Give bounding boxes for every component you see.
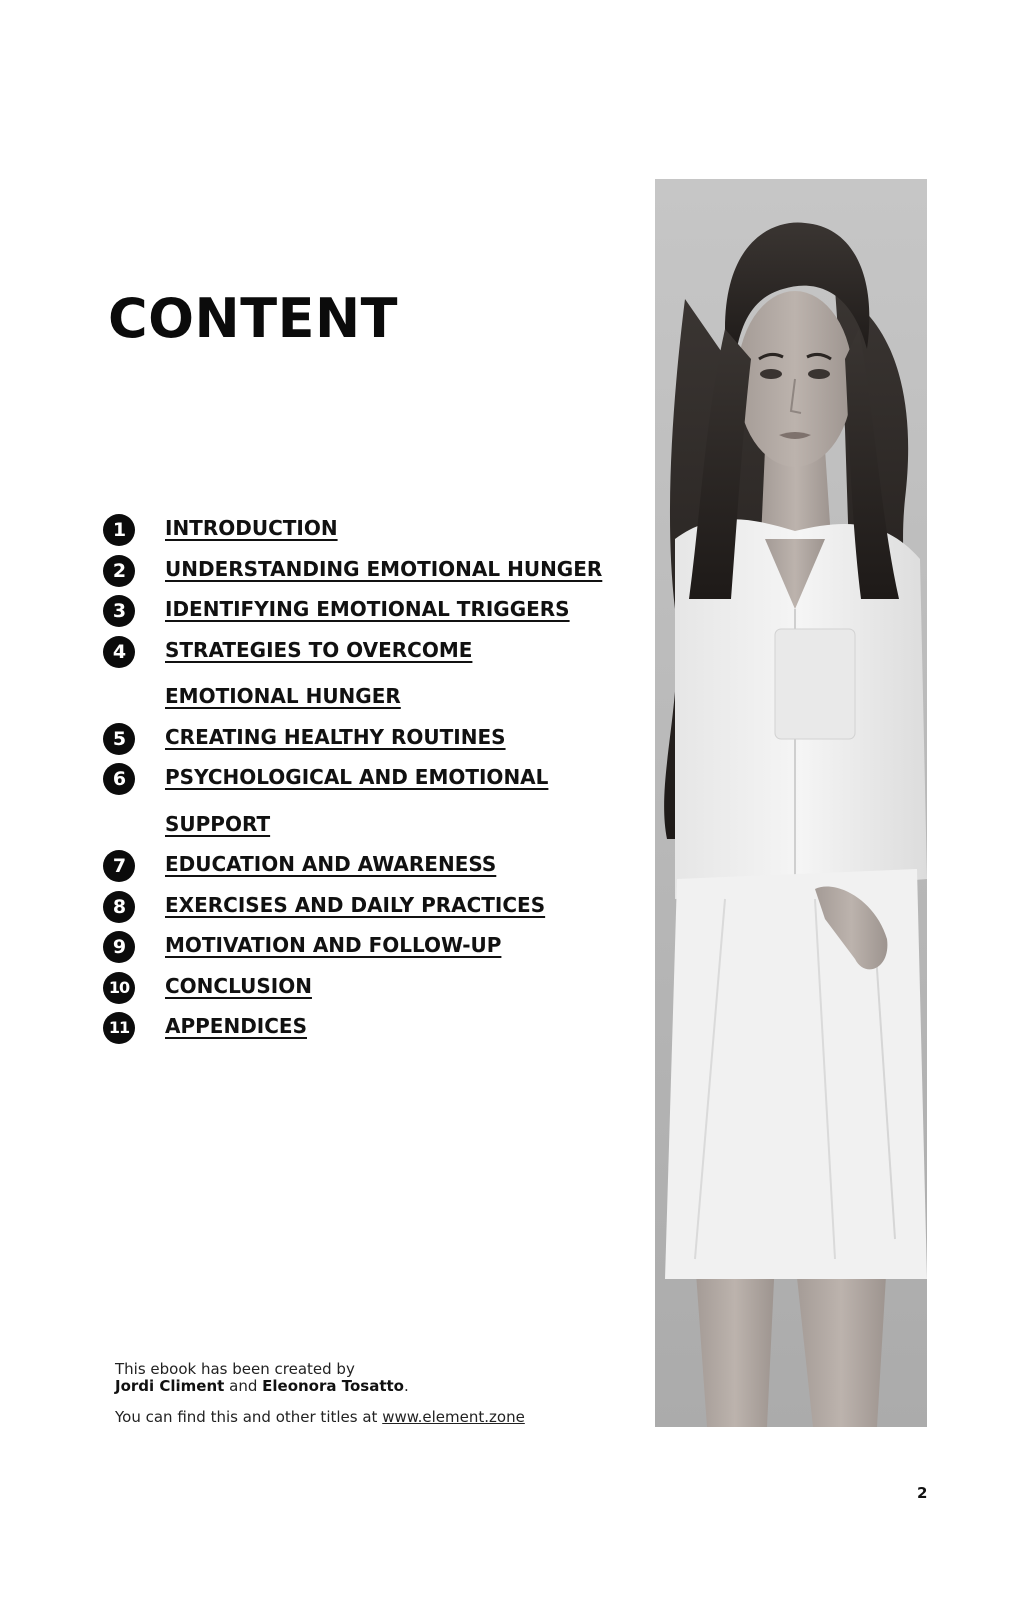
credits-intro: This ebook has been created by [115,1360,355,1378]
table-of-contents [103,511,623,1050]
woman-portrait-illustration [655,179,927,1427]
toc-link-identifying-emotional-triggers[interactable]: IDENTIFYING EMOTIONAL TRIGGERS [165,597,570,621]
toc-link-education-awareness[interactable]: EDUCATION AND AWARENESS [165,852,497,876]
period: . [403,1377,409,1395]
toc-item [103,760,623,847]
toc-link-understanding-emotional-hunger[interactable]: UNDERSTANDING EMOTIONAL HUNGER [165,556,603,581]
toc-number-badge: 6 [103,763,135,795]
toc-item [103,1009,623,1050]
page-title: CONTENT [108,287,398,350]
toc-number-badge: 7 [103,850,135,882]
credits [115,1361,525,1426]
toc-number-badge: 10 [103,972,135,1004]
toc-link-strategies[interactable]: STRATEGIES TO OVERCOME EMOTIONAL HUNGER [165,637,473,708]
toc-link-creating-healthy-routines[interactable]: CREATING HEALTHY ROUTINES [165,724,506,749]
author-name: Eleonora Tosatto [262,1377,404,1395]
toc-link-introduction[interactable]: INTRODUCTION [165,516,338,540]
toc-number-badge: 2 [103,555,135,587]
toc-number-badge: 8 [103,891,135,923]
conjunction: and [229,1377,258,1395]
credits-authors [115,1378,525,1395]
toc-link-exercises-daily-practices[interactable]: EXERCISES AND DAILY PRACTICES [165,892,546,917]
toc-link-motivation-follow-up[interactable]: MOTIVATION AND FOLLOW-UP [165,933,502,957]
find-more-line [115,1409,525,1426]
toc-link-appendices[interactable]: APPENDICES [165,1014,307,1038]
page-number: 2 [917,1484,928,1502]
toc-number-badge: 1 [103,514,135,546]
toc-link-psychological-support[interactable]: PSYCHOLOGICAL AND EMOTIONAL SUPPORT [165,765,549,836]
toc-number-badge: 3 [103,595,135,627]
toc-number-badge: 9 [103,931,135,963]
toc-number-badge: 11 [103,1012,135,1044]
find-more-text: You can find this and other titles at [115,1408,378,1426]
author-name: Jordi Climent [115,1377,225,1395]
portrait-photo [655,179,927,1427]
website-link[interactable]: www.element.zone [382,1408,525,1426]
toc-number-badge: 5 [103,723,135,755]
toc-item [103,633,623,720]
toc-number-badge: 4 [103,636,135,668]
toc-link-conclusion[interactable]: CONCLUSION [165,973,312,998]
